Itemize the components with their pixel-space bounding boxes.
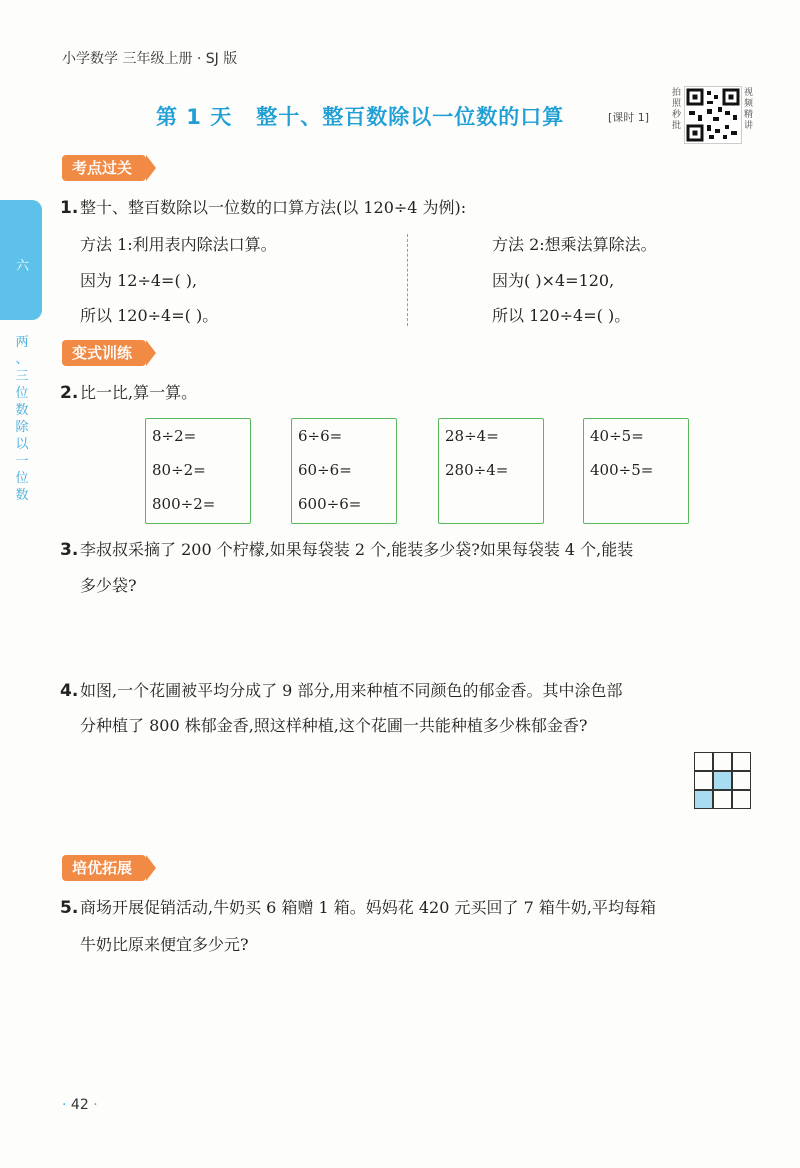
calc-item: 8÷2= xyxy=(152,427,197,445)
grid-cell xyxy=(713,790,732,809)
lesson-title xyxy=(156,101,564,131)
method-2-step-2: 所以 120÷4=( )。 xyxy=(492,306,631,325)
calc-item: 60÷6= xyxy=(298,461,352,479)
calc-box-4 xyxy=(583,418,689,524)
section-label-kaodian: 考点过关 xyxy=(62,155,146,181)
question-1-stem: 整十、整百数除以一位数的口算方法(以 120÷4 为例): xyxy=(80,198,467,217)
method-2-title: 方法 2:想乘法算除法。 xyxy=(492,235,657,254)
method-divider xyxy=(407,234,408,326)
question-5-line-1: 商场开展促销活动,牛奶买 6 箱赠 1 箱。妈妈花 420 元买回了 7 箱牛奶,平均每箱 xyxy=(80,898,656,917)
question-3-line-1: 李叔叔采摘了 200 个柠檬,如果每袋装 2 个,能装多少袋?如果每袋装 4 个,能装 xyxy=(80,540,634,559)
calc-item: 40÷5= xyxy=(590,427,644,445)
question-number-3: 3. xyxy=(60,540,79,560)
page-number: · 42 · xyxy=(62,1097,98,1113)
grid-cell xyxy=(694,771,713,790)
question-number-1: 1. xyxy=(60,198,79,218)
calc-item: 6÷6= xyxy=(298,427,343,445)
lesson-day: 第 1 天 xyxy=(156,105,233,129)
calc-item: 400÷5= xyxy=(590,461,654,479)
question-number-4: 4. xyxy=(60,681,79,701)
method-1-title: 方法 1:利用表内除法口算。 xyxy=(80,235,277,254)
question-3-line-2: 多少袋? xyxy=(80,576,137,595)
grid-cell xyxy=(694,752,713,771)
calc-box-3 xyxy=(438,418,544,524)
question-4-line-2: 分种植了 800 株郁金香,照这样种植,这个花圃一共能种植多少株郁金香? xyxy=(80,716,588,735)
section-label-peiyou: 培优拓展 xyxy=(62,855,146,881)
calc-item: 800÷2= xyxy=(152,495,216,513)
question-number-2: 2. xyxy=(60,383,79,403)
unit-number: 六 xyxy=(16,259,30,274)
method-1-step-1: 因为 12÷4=( ), xyxy=(80,271,198,290)
grid-cell xyxy=(732,771,751,790)
lesson-topic: 整十、整百数除以一位数的口算 xyxy=(256,105,565,129)
calc-item: 28÷4= xyxy=(445,427,499,445)
calc-item: 280÷4= xyxy=(445,461,509,479)
lesson-period: [课时 1] xyxy=(608,111,650,124)
grid-cell xyxy=(732,790,751,809)
flower-bed-grid xyxy=(694,752,751,809)
question-4-line-1: 如图,一个花圃被平均分成了 9 部分,用来种植不同颜色的郁金香。其中涂色部 xyxy=(80,681,623,700)
grid-cell xyxy=(732,752,751,771)
calc-box-2 xyxy=(291,418,397,524)
method-1-step-2: 所以 120÷4=( )。 xyxy=(80,306,219,325)
method-2-step-1: 因为( )×4=120, xyxy=(492,271,615,290)
calc-item: 600÷6= xyxy=(298,495,362,513)
page-number-value: 42 xyxy=(70,1097,89,1113)
chapter-vertical-label: 两 、 三 位 数 除 以 一 位 数 xyxy=(15,335,29,503)
book-header: 小学数学 三年级上册 · SJ 版 xyxy=(62,51,238,67)
question-2-stem: 比一比,算一算。 xyxy=(80,383,198,402)
question-number-5: 5. xyxy=(60,898,79,918)
qr-code-icon[interactable] xyxy=(684,86,742,144)
calc-item: 80÷2= xyxy=(152,461,206,479)
grid-cell-shaded xyxy=(694,790,713,809)
calc-box-1 xyxy=(145,418,251,524)
qr-caption-right: 视频精讲 xyxy=(744,88,754,131)
grid-cell-shaded xyxy=(713,771,732,790)
question-5-line-2: 牛奶比原来便宜多少元? xyxy=(80,935,249,954)
section-label-bianshi: 变式训练 xyxy=(62,340,146,366)
grid-cell xyxy=(713,752,732,771)
qr-caption-left: 拍照秒批 xyxy=(672,88,682,131)
